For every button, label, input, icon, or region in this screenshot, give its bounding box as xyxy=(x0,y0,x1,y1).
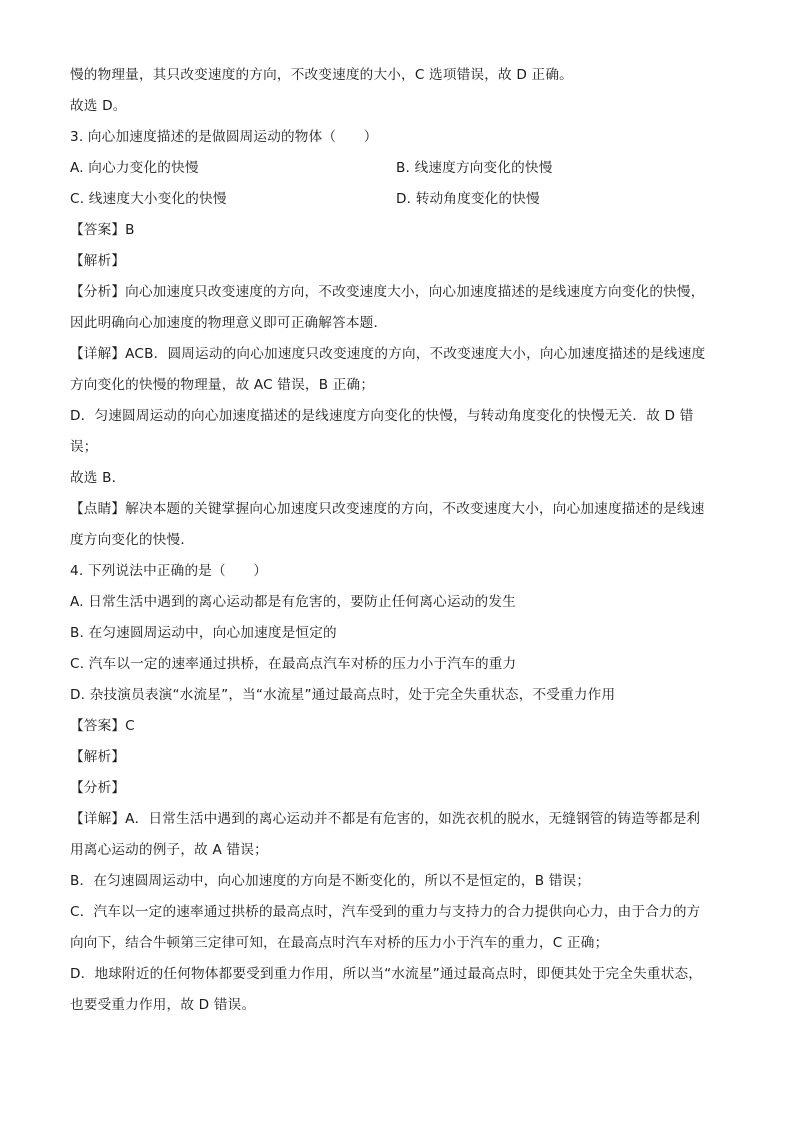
option-a: A. 向心力变化的快慢 xyxy=(70,160,199,176)
text-line: B．在匀速圆周运动中，向心加速度的方向是不断变化的，所以不是恒定的，B 错误； xyxy=(70,873,591,889)
text-line: 慢的物理量，其只改变速度的方向，不改变速度的大小，C 选项错误，故 D 正确。 xyxy=(70,67,573,83)
question-4-option-b: B. 在匀速圆周运动中，向心加速度是恒定的 xyxy=(70,625,337,641)
text-line: C．汽车以一定的速率通过拱桥的最高点时，汽车受到的重力与支持力的合力提供向心力，由于合力的方 xyxy=(70,904,701,920)
text-line: D．匀速圆周运动的向心加速度描述的是线速度方向变化的快慢，与转动角度变化的快慢无关．故 D 错 xyxy=(70,408,694,424)
text-line: 故选 B． xyxy=(70,470,126,486)
option-b: B. 线速度方向变化的快慢 xyxy=(396,160,553,176)
analysis-sub-label: 【分析】 xyxy=(70,780,126,796)
text-line: 向向下，结合牛顿第三定律可知，在最高点时汽车对桥的压力小于汽车的重力，C 正确； xyxy=(70,935,609,951)
text-line: 因此明确向心加速度的物理意义即可正确解答本题． xyxy=(70,315,388,331)
text-line: D．地球附近的任何物体都要受到重力作用，所以当“水流星”通过最高点时，即便其处于完全失重状态， xyxy=(70,966,703,982)
question-4-option-a: A. 日常生活中遇到的离心运动都是有危害的，要防止任何离心运动的发生 xyxy=(70,594,516,610)
answer-label: 【答案】C xyxy=(70,718,135,734)
text-line: 【详解】ACB．圆周运动的向心加速度只改变速度的方向，不改变速度大小，向心加速度描述的是线速度 xyxy=(70,346,706,362)
question-3-stem: 3. 向心加速度描述的是做圆周运动的物体（ ） xyxy=(70,129,378,145)
question-4-option-c: C. 汽车以一定的速率通过拱桥，在最高点汽车对桥的压力小于汽车的重力 xyxy=(70,656,517,672)
text-line: 用离心运动的例子，故 A 错误； xyxy=(70,842,268,858)
option-d: D. 转动角度变化的快慢 xyxy=(396,191,540,207)
question-3-options-row-1 xyxy=(70,153,730,184)
option-c: C. 线速度大小变化的快慢 xyxy=(70,191,227,207)
analysis-label: 【解析】 xyxy=(70,253,126,269)
analysis-label: 【解析】 xyxy=(70,749,126,765)
text-line: 故选 D。 xyxy=(70,98,127,114)
text-line: 【分析】向心加速度只改变速度的方向，不改变速度大小，向心加速度描述的是线速度方向变化的快慢， xyxy=(70,284,705,300)
text-line: 度方向变化的快慢． xyxy=(70,532,195,548)
question-4-stem: 4. 下列说法中正确的是（ ） xyxy=(70,563,268,579)
text-line: 也要受重力作用，故 D 错误。 xyxy=(70,997,256,1013)
text-line: 【详解】A．日常生活中遇到的离心运动并不都是有危害的，如洗衣机的脱水，无缝钢管的铸造等都是利 xyxy=(70,811,701,827)
document-page xyxy=(70,60,730,1021)
text-line: 方向变化的快慢的物理量，故 AC 错误，B 正确； xyxy=(70,377,375,393)
question-4-option-d: D. 杂技演员表演“水流星”，当“水流星”通过最高点时，处于完全失重状态，不受重力作用 xyxy=(70,687,616,703)
text-line: 误； xyxy=(70,439,98,455)
question-3-options-row-2 xyxy=(70,184,730,215)
answer-label: 【答案】B xyxy=(70,222,135,238)
text-line: 【点睛】解决本题的关键掌握向心加速度只改变速度的方向，不改变速度大小，向心加速度描述的是线速 xyxy=(70,501,705,517)
